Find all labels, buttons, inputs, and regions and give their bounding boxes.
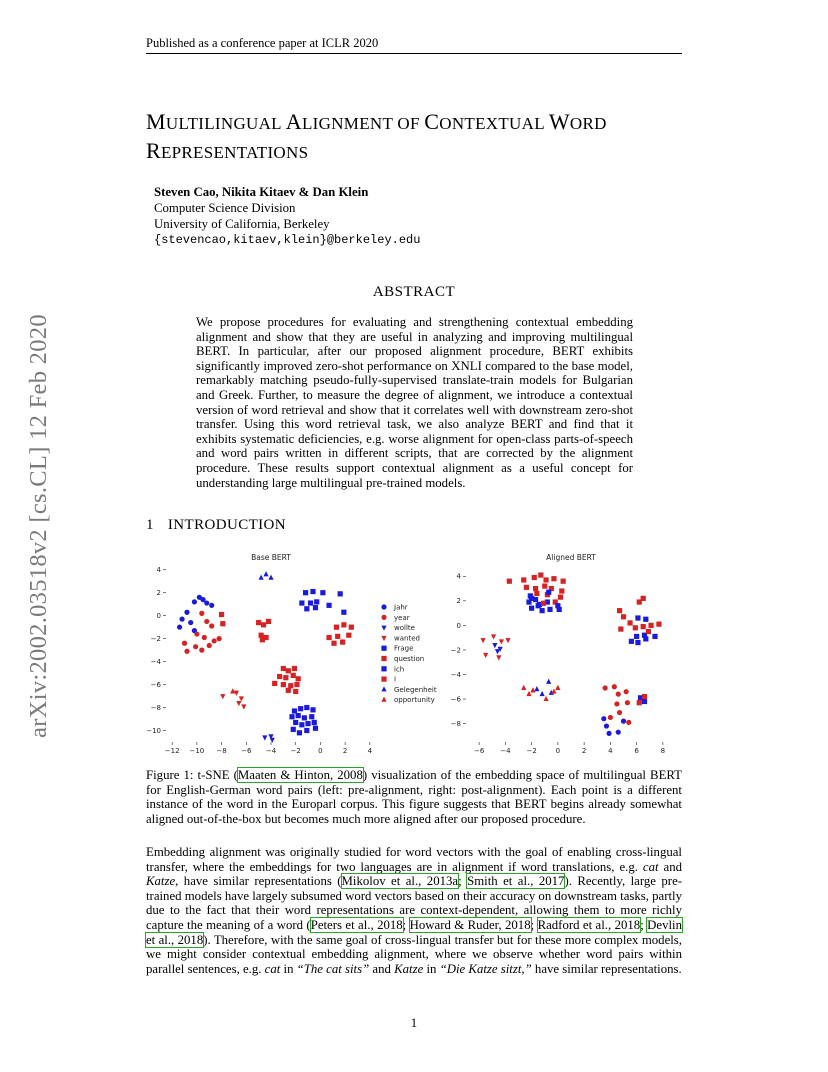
data-point: [260, 637, 265, 642]
data-point: [309, 714, 314, 719]
data-point: [542, 583, 547, 588]
data-point: [312, 720, 317, 725]
data-point: [547, 607, 552, 612]
data-point: [604, 723, 609, 728]
legend-marker: [381, 697, 386, 702]
caption-text: Figure 1: t-SNE (: [146, 768, 238, 782]
data-point: [642, 699, 647, 704]
citation-link[interactable]: Peters et al., 2018: [310, 917, 403, 932]
title-rest: ONTEXTUAL: [439, 114, 549, 133]
x-tick-label: −6: [241, 747, 252, 755]
legend-label: Gelegenheit: [394, 685, 437, 694]
data-point: [521, 577, 526, 582]
x-tick-label: 0: [318, 747, 323, 755]
data-point: [286, 688, 291, 693]
chart-title: Base BERT: [251, 553, 291, 562]
data-point: [204, 619, 209, 624]
data-point: [297, 730, 302, 735]
data-point: [608, 715, 613, 720]
data-point: [491, 634, 496, 639]
data-point: [292, 666, 297, 671]
body-italic: “Die Katze sitzt,”: [439, 961, 532, 976]
citation-link[interactable]: Devlin et al., 2018: [146, 917, 682, 947]
body-text: Embedding alignment was originally studied for word vectors with the goal of enabling cross-lingual transfer, where the embeddings for two languages are in alignment if word translations, e.g.: [146, 845, 682, 874]
data-point: [338, 591, 343, 596]
data-point: [296, 676, 301, 681]
data-point: [236, 701, 241, 706]
data-point: [643, 636, 648, 641]
data-point: [341, 622, 346, 627]
author-email: {stevencao,kitaev,klein}@berkeley.edu: [154, 233, 421, 247]
x-tick-label: 8: [660, 747, 666, 755]
data-point: [220, 694, 225, 699]
data-point: [606, 731, 611, 736]
data-point: [529, 606, 534, 611]
legend-label: Jahr: [394, 603, 408, 612]
data-point: [283, 675, 288, 680]
author-names: Steven Cao, Nikita Kitaev & Dan Klein: [154, 185, 369, 199]
data-point: [495, 649, 500, 654]
data-point: [335, 634, 340, 639]
data-point: [293, 720, 298, 725]
data-point: [643, 617, 648, 622]
data-point: [270, 738, 275, 743]
data-point: [561, 579, 566, 584]
data-point: [625, 700, 630, 705]
data-point: [193, 644, 198, 649]
data-point: [304, 728, 309, 733]
body-text: ;: [530, 917, 538, 932]
data-point: [616, 692, 621, 697]
body-text: and: [369, 961, 395, 976]
data-point: [188, 620, 193, 625]
data-point: [633, 625, 638, 630]
data-point: [617, 608, 622, 613]
arxiv-stamp: [24, 296, 54, 756]
data-point: [179, 617, 184, 622]
data-point: [555, 685, 560, 690]
data-point: [648, 623, 653, 628]
x-tick-label: 4: [367, 747, 373, 755]
data-point: [262, 735, 267, 740]
data-point: [642, 694, 647, 699]
y-tick-label: 4: [456, 572, 461, 581]
y-tick-label: 2: [456, 597, 461, 606]
y-tick-label: −4: [450, 670, 461, 679]
y-tick-label: −8: [150, 703, 161, 712]
legend-marker: [381, 626, 386, 631]
data-point: [555, 603, 560, 608]
citation-link[interactable]: Howard & Ruder, 2018: [409, 917, 531, 932]
data-point: [184, 649, 189, 654]
data-point: [184, 610, 189, 615]
chart-title: Aligned BERT: [546, 553, 596, 562]
data-point: [182, 641, 187, 646]
data-point: [202, 635, 207, 640]
data-point: [310, 707, 315, 712]
data-point: [652, 634, 657, 639]
data-point: [292, 708, 297, 713]
data-point: [492, 643, 497, 648]
body-italic: Katze: [394, 961, 424, 976]
citation-link[interactable]: Radford et al., 2018: [537, 917, 641, 932]
legend-label: wollte: [394, 624, 415, 633]
data-point: [521, 685, 526, 690]
body-text: have similar representations.: [531, 961, 682, 976]
data-point: [304, 705, 309, 710]
data-point: [314, 599, 319, 604]
data-point: [530, 687, 535, 692]
data-point: [341, 610, 346, 615]
x-tick-label: −10: [189, 747, 205, 755]
body-italic: cat: [264, 961, 281, 976]
caption-text: ) visualization of the embedding space of multilingual BERT for English-German word pairs (left: pre-alignment, right: post-alignment). Each point is a different instance of the word in the Europarl corpus. This figure suggests that BERT begins already somewhat aligned out-of-the-box but becomes much more aligned after our proposed procedure.: [146, 768, 682, 826]
data-point: [299, 722, 304, 727]
legend-label: Frage: [394, 644, 414, 653]
data-point: [308, 600, 313, 605]
x-tick-label: −4: [500, 747, 511, 755]
data-point: [289, 714, 294, 719]
data-point: [241, 704, 246, 709]
data-point: [320, 590, 325, 595]
data-point: [629, 639, 634, 644]
y-tick-label: −6: [450, 695, 461, 704]
data-point: [207, 643, 212, 648]
data-point: [529, 596, 534, 601]
section-heading: [146, 517, 286, 534]
body-italic: cat: [642, 859, 659, 874]
data-point: [483, 653, 488, 658]
data-point: [340, 639, 345, 644]
data-point: [621, 719, 626, 724]
data-point: [541, 601, 546, 606]
data-point: [261, 622, 266, 627]
title-rest: EPRESENTATIONS: [160, 143, 309, 162]
body-text: and: [658, 859, 682, 874]
data-point: [635, 640, 640, 645]
abstract-text: We propose procedures for evaluating and strengthening contextual embedding alignment and show that they are useful in analyzing and improving multilingual BERT. In particular, after our proposed alignment procedure, BERT exhibits significantly improved zero-shot performance on XNLI compared to the base model, remarkably matching pseudo-fully-supervised translate-train models for Bulgarian and Greek. Further, to measure the degree of alignment, we introduce a contextual version of word retrieval and show that it correlates well with downstream zero-shot transfer. Using this word retrieval task, we also analyze BERT and find that it exhibits systematic deficiencies, e.g. worse alignment for open-class parts-of-speech and word pairs written in different scripts, that are corrected by the alignment procedure. These results support contextual alignment as a useful concept for understanding large multilingual pre-trained models.: [196, 315, 633, 490]
citation-link[interactable]: Mikolov et al., 2013a: [341, 874, 459, 889]
data-point: [507, 579, 512, 584]
data-point: [614, 701, 619, 706]
data-point: [263, 571, 268, 576]
legend-marker: [381, 604, 386, 609]
data-point: [551, 576, 556, 581]
legend-label: year: [394, 613, 410, 622]
data-point: [621, 614, 626, 619]
body-italic: “The cat sits”: [296, 961, 370, 976]
data-point: [204, 600, 209, 605]
legend-label: opportunity: [394, 696, 435, 705]
title-cap: A: [285, 109, 302, 134]
y-tick-label: −2: [450, 646, 461, 655]
paper-title: [146, 108, 706, 166]
abstract-heading: ABSTRACT: [372, 284, 456, 300]
data-point: [534, 686, 539, 691]
data-point: [641, 624, 646, 629]
x-tick-label: −4: [265, 747, 277, 755]
intro-paragraph: [146, 845, 682, 976]
data-point: [326, 603, 331, 608]
data-point: [505, 638, 510, 643]
data-point: [543, 577, 548, 582]
data-point: [616, 730, 621, 735]
data-point: [313, 726, 318, 731]
body-text: in: [423, 961, 440, 976]
data-point: [331, 641, 336, 646]
data-point: [641, 596, 646, 601]
citation-link[interactable]: Smith et al., 2017: [467, 874, 565, 889]
data-point: [199, 648, 204, 653]
data-point: [546, 590, 551, 595]
data-point: [558, 595, 563, 600]
data-point: [194, 631, 199, 636]
legend-label: wanted: [394, 634, 420, 643]
title-line-1: [146, 108, 706, 137]
data-point: [304, 606, 309, 611]
data-point: [272, 681, 277, 686]
legend-marker: [381, 656, 386, 661]
data-point: [326, 635, 331, 640]
arxiv-stamp-text: arXiv:2002.03518v2 [cs.CL] 12 Feb 2020: [25, 314, 52, 738]
running-header: Published as a conference paper at ICLR 2020: [146, 36, 379, 50]
body-text: in: [280, 961, 297, 976]
data-point: [192, 599, 197, 604]
data-point: [346, 633, 351, 638]
data-point: [266, 619, 271, 624]
data-point: [288, 683, 293, 688]
data-point: [209, 623, 214, 628]
data-point: [603, 685, 608, 690]
data-point: [310, 589, 315, 594]
data-point: [177, 625, 182, 630]
body-italic: Katze: [146, 874, 176, 889]
y-tick-label: 0: [456, 621, 461, 630]
tsne-figure: [140, 548, 688, 758]
data-point: [281, 666, 286, 671]
figure-caption: [146, 768, 682, 826]
data-point: [239, 696, 244, 701]
data-point: [313, 605, 318, 610]
y-tick-label: 4: [156, 566, 161, 575]
title-rest: ULTILINGUAL: [165, 114, 286, 133]
data-point: [538, 572, 543, 577]
data-point: [624, 689, 629, 694]
body-text: ). Therefore, with the same goal of cross-lingual transfer but for these more complex models, we might consider contextual embedding alignment, where we observe whether word pairs within parallel sentences, e.g.: [146, 932, 682, 976]
y-tick-label: −4: [150, 658, 161, 667]
citation-link[interactable]: Maaten & Hinton, 2008: [237, 768, 363, 782]
data-point: [646, 629, 651, 634]
data-point: [601, 716, 606, 721]
x-tick-label: 6: [634, 747, 639, 755]
data-point: [209, 603, 214, 608]
author-division: Computer Science Division: [154, 201, 296, 215]
title-cap: C: [424, 109, 440, 134]
data-point: [524, 585, 529, 590]
legend-marker: [381, 636, 386, 641]
data-point: [212, 638, 217, 643]
x-tick-label: −8: [216, 747, 227, 755]
data-point: [617, 710, 622, 715]
data-point: [533, 586, 538, 591]
legend-marker: [381, 686, 386, 691]
data-point: [627, 620, 632, 625]
x-tick-label: 4: [608, 747, 613, 755]
data-point: [259, 633, 264, 638]
title-cap: W: [548, 109, 570, 134]
body-text: ;: [402, 917, 410, 932]
body-text: ;: [458, 874, 468, 889]
author-block: [154, 184, 420, 248]
title-rest: LIGNMENT OF: [301, 114, 425, 133]
title-cap: M: [146, 109, 166, 134]
y-tick-label: 0: [156, 612, 161, 621]
data-point: [635, 615, 640, 620]
data-point: [291, 727, 296, 732]
data-point: [219, 612, 224, 617]
legend-marker: [381, 646, 386, 651]
data-point: [281, 682, 286, 687]
data-point: [217, 636, 222, 641]
data-point: [532, 575, 537, 580]
data-point: [268, 575, 273, 580]
data-point: [534, 591, 539, 596]
data-point: [656, 622, 661, 627]
data-point: [291, 673, 296, 678]
data-point: [294, 682, 299, 687]
x-tick-label: −12: [164, 747, 180, 755]
data-point: [277, 674, 282, 679]
data-point: [626, 720, 631, 725]
data-point: [259, 575, 264, 580]
page-number: 1: [410, 1016, 418, 1030]
legend-marker: [381, 677, 386, 682]
body-text: ). Recently, large pre-trained models have largely subsumed word vectors based on their accuracy on downstream tasks, partly due to the fact that their word representations are context-dependent, allowing them to more richly capture the meaning of a word (: [146, 874, 683, 932]
data-point: [334, 625, 339, 630]
section-title: INTRODUCTION: [167, 517, 287, 533]
data-point: [296, 713, 301, 718]
section-number: 1: [146, 517, 154, 533]
data-point: [543, 696, 548, 701]
legend-marker: [381, 615, 386, 620]
data-point: [540, 691, 545, 696]
data-point: [612, 684, 617, 689]
data-point: [634, 634, 639, 639]
data-point: [499, 639, 504, 644]
data-point: [299, 600, 304, 605]
data-point: [303, 590, 308, 595]
data-point: [559, 588, 564, 593]
title-line-2: [146, 137, 706, 166]
legend-marker: [381, 666, 386, 671]
data-point: [293, 689, 298, 694]
y-tick-label: −10: [146, 726, 161, 735]
data-point: [618, 626, 623, 631]
y-tick-label: 2: [156, 589, 161, 598]
data-point: [298, 706, 303, 711]
data-point: [546, 679, 551, 684]
body-text: ;: [640, 917, 648, 932]
y-tick-label: −2: [150, 635, 161, 644]
title-rest: ORD: [569, 114, 607, 133]
data-point: [199, 611, 204, 616]
data-point: [256, 620, 261, 625]
author-university: University of California, Berkeley: [154, 217, 330, 231]
data-point: [286, 668, 291, 673]
x-tick-label: 0: [555, 747, 561, 755]
data-point: [536, 603, 541, 608]
data-point: [349, 625, 354, 630]
body-text: , have similar representations (: [175, 874, 342, 889]
header-rule: [146, 53, 682, 54]
data-point: [637, 700, 642, 705]
title-cap: R: [146, 138, 161, 163]
x-tick-label: −6: [473, 747, 485, 755]
x-tick-label: −2: [290, 747, 301, 755]
data-point: [480, 638, 485, 643]
x-tick-label: −2: [526, 747, 537, 755]
y-tick-label: −8: [450, 719, 461, 728]
legend-label: I: [394, 675, 397, 684]
figure-1: [140, 548, 688, 758]
legend-label: question: [394, 655, 425, 663]
data-point: [305, 721, 310, 726]
data-point: [302, 715, 307, 720]
x-tick-label: 2: [342, 747, 348, 755]
legend-label: ich: [394, 665, 405, 674]
y-tick-label: −6: [150, 680, 161, 689]
data-point: [220, 621, 225, 626]
data-point: [540, 608, 545, 613]
data-point: [496, 655, 501, 660]
x-tick-label: 2: [581, 747, 587, 755]
